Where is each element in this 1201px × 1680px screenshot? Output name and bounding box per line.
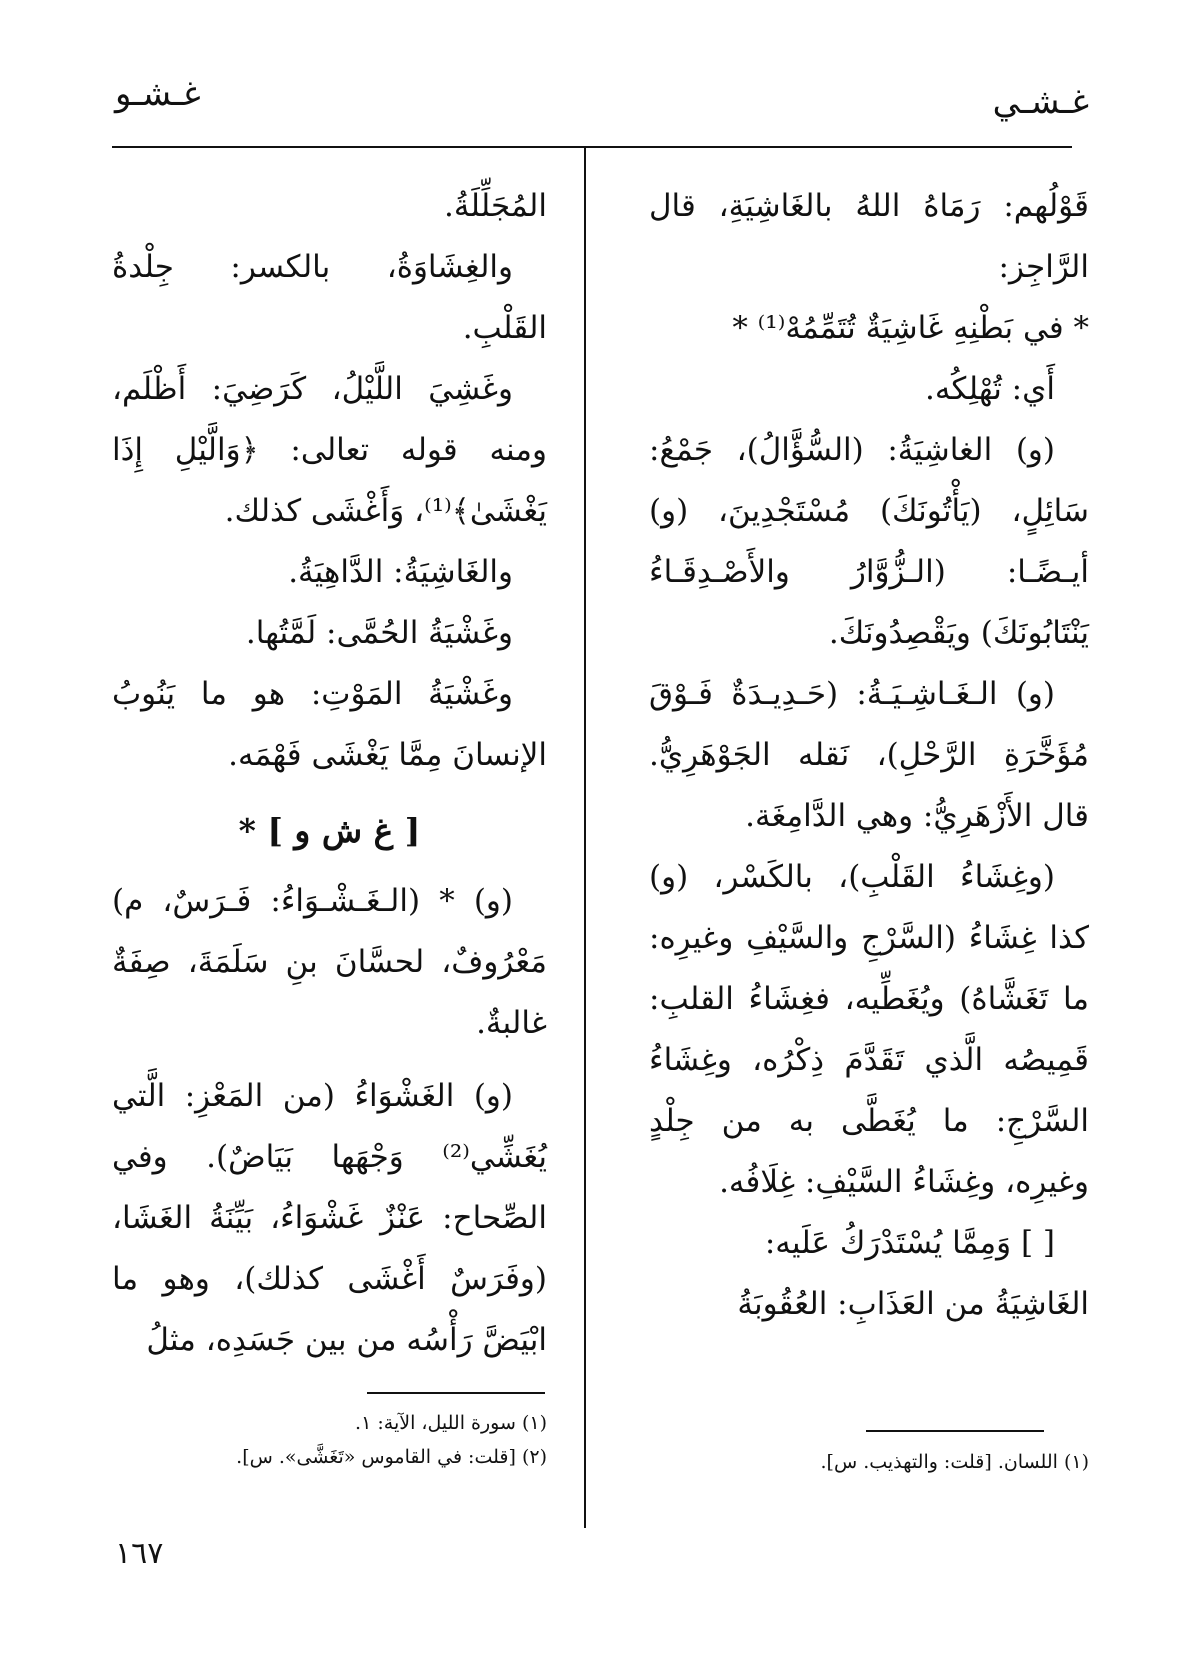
right-column-paragraph: * في بَطْنِهِ غَاشِيَةٌ تُتَمِّمُهْ⁽¹⁾ * (732, 310, 1089, 346)
left-column-paragraph: والغِشَاوَةُ، بالكسر: جِلْدةُ القَلْبِ. (112, 249, 547, 346)
right-column-paragraph: (و) الغاشِيَةُ: (السُّؤَّالُ)، جَمْعُ: سَائِلٍ، (يَأْتُونَكَ) مُسْتَجْدِينَ، (و) أيـضًـا: (الـزُّوَّارُ والأَصْـدِقَـاءُ يَنْتَابُونَكَ) ويَقْصِدُونَكَ. (649, 432, 1089, 651)
column-divider (584, 148, 586, 1528)
right-column-paragraph: الغَاشِيَةُ من العَذَابِ: العُقُوبَةُ (737, 1286, 1089, 1322)
header-rule (112, 146, 1072, 148)
right-column-paragraph: [ ] وَمِمَّا يُسْتَدْرَكُ عَلَيه: (764, 1225, 1055, 1261)
footnote-rule-right (866, 1430, 1044, 1432)
left-column (112, 176, 547, 1371)
right-column-paragraph: أَي: تُهْلِكُه. (925, 371, 1055, 407)
left-column-paragraph: وغَشْيَةُ الحُمَّى: لَمَّتُها. (245, 615, 513, 651)
left-column-paragraph: المُجَلِّلَةُ. (444, 188, 547, 224)
left-column-paragraph: والغَاشِيَةُ: الدَّاهِيَةُ. (288, 554, 513, 590)
footnote: (١) اللسان. [قلت: والتهذيب. س]. (820, 1451, 1089, 1473)
footnote: (٢) [قلت: في القاموس «تَغَشَّى». س]. (236, 1446, 547, 1468)
footnotes-left (112, 1406, 547, 1474)
left-column-paragraph: وغَشْيَةُ المَوْتِ: هو ما يَنُوبُ الإنسانَ مِمَّا يَغْشَى فَهْمَه. (112, 676, 547, 773)
right-column-paragraph: (و) الـغَـاشِـيَـةُ: (حَـدِيـدَةٌ فَـوْقَ مُؤَخَّرَةِ الرَّحْلِ)، نَقله الجَوْهَرِيُّ. قال الأَزْهَرِيُّ: وهي الدَّامِغَة. (649, 676, 1089, 834)
left-column-paragraph: (و) * (الـغَـشْـوَاءُ: فَـرَسٌ، م) مَعْرُوفٌ، لحسَّانَ بنِ سَلَمَةَ، صِفَةٌ غالبةٌ. (112, 883, 547, 1041)
footnote-rule-left (367, 1392, 545, 1394)
left-column-paragraph: [ غ ش و ] * (238, 811, 421, 850)
right-column-paragraph: قَوْلُهم: رَمَاهُ اللهُ بالغَاشِيَةِ، قال الرَّاجِز: (649, 188, 1089, 285)
right-column (649, 176, 1089, 1335)
left-column-paragraph: (و) الغَشْوَاءُ (من المَعْزِ: الَّتي يُغَشِّي⁽²⁾ وَجْهَها بَيَاضٌ). وفي الصِّحاح: عَنْزٌ غَشْوَاءُ، بَيِّنَةُ الغَشَا، (وفَرَسٌ أَغْشَى كذلك)، وهو ما ابْيَضَّ رَأْسُه من بين جَسَدِه، مثلُ (112, 1078, 547, 1358)
page-number: ١٦٧ (115, 1536, 164, 1571)
footnotes-right (649, 1445, 1089, 1479)
left-column-paragraph: وغَشِيَ اللَّيْلُ، كَرَضِيَ: أَظْلَم، ومنه قوله تعالى: ﴿وَالَّيْلِ إِذَا يَغْشَىٰ﴾⁽¹⁾، وَأَغْشَى كذلك. (112, 371, 547, 529)
footnote: (١) سورة الليل، الآية: ١. (355, 1412, 547, 1434)
right-column-paragraph: (وغِشَاءُ القَلْبِ)، بالكَسْر، (و) كذا غِشَاءُ (السَّرْجِ والسَّيْفِ وغيرِه: ما تَغَشَّاهُ) ويُغَطِّيه، فغِشَاءُ القلبِ: قَمِيصُه الَّذي تَقَدَّمَ ذِكْرُه، وغِشَاءُ السَّرْجِ: ما يُغَطَّى به من جِلْدٍ وغيرِه، وغِشَاءُ السَّيْفِ: غِلَافُه. (649, 859, 1089, 1200)
header-right-word: غـشـي (992, 82, 1089, 122)
header-left-word: غـشـو (115, 74, 201, 114)
